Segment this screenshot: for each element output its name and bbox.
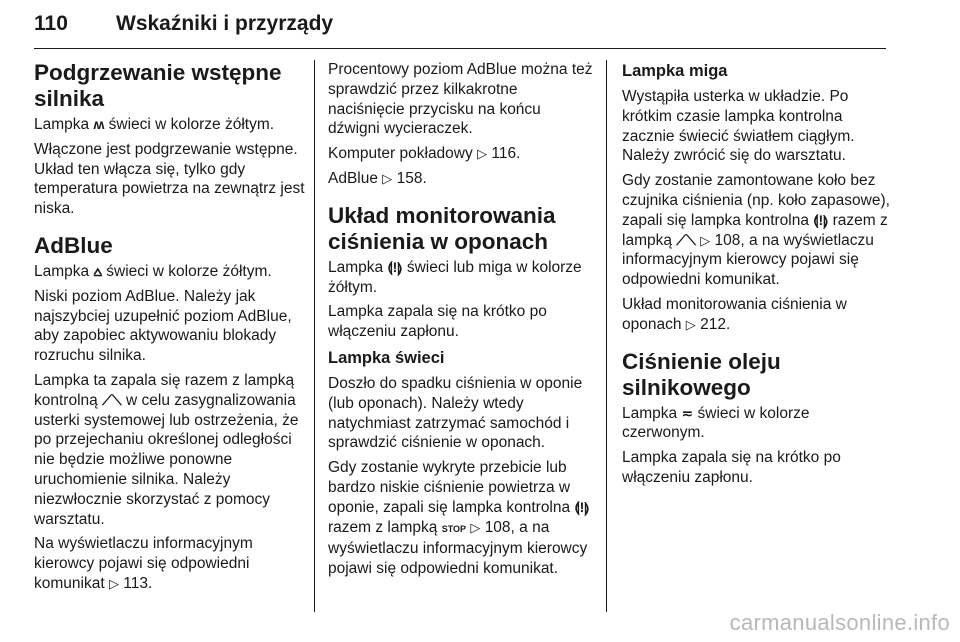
service-spanner-icon: ⟋⟍ <box>676 231 696 248</box>
subheading-lamp-flashing: Lampka miga <box>622 62 728 80</box>
page-reference[interactable]: 113. <box>123 574 153 592</box>
page-reference[interactable]: 212. <box>700 315 731 333</box>
paragraph: Doszło do spadku ciśnienia w oponie (lub oponach). Należy wtedy natychmiast zatrzymać samochód i sprawdzić ciśnienie w oponach. <box>328 374 583 452</box>
page-header <box>34 4 886 50</box>
paragraph: Lampka ʍ świeci w kolorze żółtym. <box>34 116 275 133</box>
paragraph: Włączone jest podgrzewanie wstępne. Układ ten włącza się, tylko gdy temperatura powietrza na zewnątrz jest niska. <box>34 140 305 218</box>
page-reference[interactable]: 108, a na wyświetlaczu informacyjnym kierowcy pojawi się odpowiedni komunikat. <box>328 518 588 578</box>
page-reference[interactable]: 158. <box>396 169 427 187</box>
page-reference[interactable]: 116. <box>491 145 521 163</box>
paragraph: Układ monitorowania ciśnienia w oponach ▷ 212. <box>622 295 847 333</box>
oil-can-icon: ≂ <box>681 404 694 421</box>
column-left <box>34 60 306 599</box>
reference-arrow-icon: ▷ <box>685 316 696 332</box>
stop-icon: STOP <box>441 523 467 534</box>
column-divider <box>606 60 607 612</box>
reference-arrow-icon: ▷ <box>700 232 711 248</box>
reference-arrow-icon: ▷ <box>477 146 488 162</box>
paragraph: Lampka zapala się na krótko po włączeniu zapłonu. <box>622 449 841 486</box>
column-middle <box>328 60 596 584</box>
reference-arrow-icon: ▷ <box>382 170 393 186</box>
watermark: carmanualsonline.info <box>729 610 950 635</box>
page-reference[interactable]: 108, a na wyświetlaczu informacyjnym kierowcy pojawi się odpowiedni komunikat. <box>622 231 874 289</box>
paragraph: Niski poziom AdBlue. Należy jak najszybciej uzupełnić poziom AdBlue, aby zapobiec aktywowaniu blokady rozruchu silnika. <box>34 287 292 365</box>
heading-tpms: Układ monitorowania ciśnienia w oponach <box>328 202 556 254</box>
subheading-lamp-on: Lampka świeci <box>328 348 445 367</box>
reference-arrow-icon: ▷ <box>108 575 119 591</box>
heading-adblue: AdBlue <box>34 232 113 258</box>
tyre-pressure-icon: ⟬!⟭ <box>813 211 829 228</box>
paragraph: Gdy zostanie zamontowane koło bez czujnika ciśnienia (np. koło zapasowe), zapali się lampka kontrolna ⟬!⟭ razem z lampką ⟋⟍ ▷ 108, a na wyświetlaczu informacyjnym kierowcy pojawi się odpowiedni komunikat. <box>622 172 890 289</box>
column-right <box>622 60 892 493</box>
column-divider <box>314 60 315 612</box>
paragraph: Gdy zostanie wykryte przebicie lub bardzo niskie ciśnienie powietrza w oponie, zapali się lampka kontrolna ⟬!⟭ razem z lampką STOP ▷ 108, a na wyświetlaczu informacyjnym kierowcy pojawi się odpowiedni komunikat. <box>328 459 590 578</box>
section-title: Wskaźniki i przyrządy <box>116 12 334 35</box>
paragraph: Lampka ⩟ świeci w kolorze żółtym. <box>34 262 272 280</box>
adblue-icon: ⩟ <box>93 262 102 279</box>
glow-plug-icon: ʍ <box>93 116 105 132</box>
paragraph: Procentowy poziom AdBlue można też sprawdzić przez kilkakrotne naciśnięcie przycisku na końcu dźwigni wycieraczek. <box>328 61 593 138</box>
paragraph: Komputer pokładowy ▷ 116. <box>328 145 521 163</box>
paragraph: Lampka ≂ świeci w kolorze czerwonym. <box>622 404 810 442</box>
header-rule <box>34 48 886 49</box>
paragraph: Lampka ⟬!⟭ świeci lub miga w kolorze żółtym. <box>328 258 582 296</box>
paragraph: Lampka ta zapala się razem z lampką kontrolną ⟋⟍ w celu zasygnalizowania usterki systemowej lub ostrzeżenia, że po przejechaniu określonej odległości nie będzie możliwe ponowne uruchomienie silnika. Należy niezwłocznie skorzystać z pomocy warsztatu. <box>34 371 299 528</box>
heading-preheating: Podgrzewanie wstępne silnika <box>34 60 282 111</box>
paragraph: AdBlue ▷ 158. <box>328 169 427 187</box>
paragraph: Wystąpiła usterka w układzie. Po krótkim czasie lampka kontrolna zacznie świecić światłem ciągłym. Należy zwrócić się do warsztatu. <box>622 88 855 165</box>
page-number: 110 <box>34 12 68 35</box>
tyre-pressure-icon: ⟬!⟭ <box>574 498 590 515</box>
service-spanner-icon: ⟋⟍ <box>102 391 122 408</box>
paragraph: Lampka zapala się na krótko po włączeniu zapłonu. <box>328 303 547 341</box>
paragraph: Na wyświetlaczu informacyjnym kierowcy pojawi się odpowiedni komunikat ▷ 113. <box>34 535 253 592</box>
reference-arrow-icon: ▷ <box>470 519 481 535</box>
heading-oil-pressure: Ciśnienie oleju silnikowego <box>622 348 781 400</box>
tyre-pressure-icon: ⟬!⟭ <box>387 258 403 275</box>
